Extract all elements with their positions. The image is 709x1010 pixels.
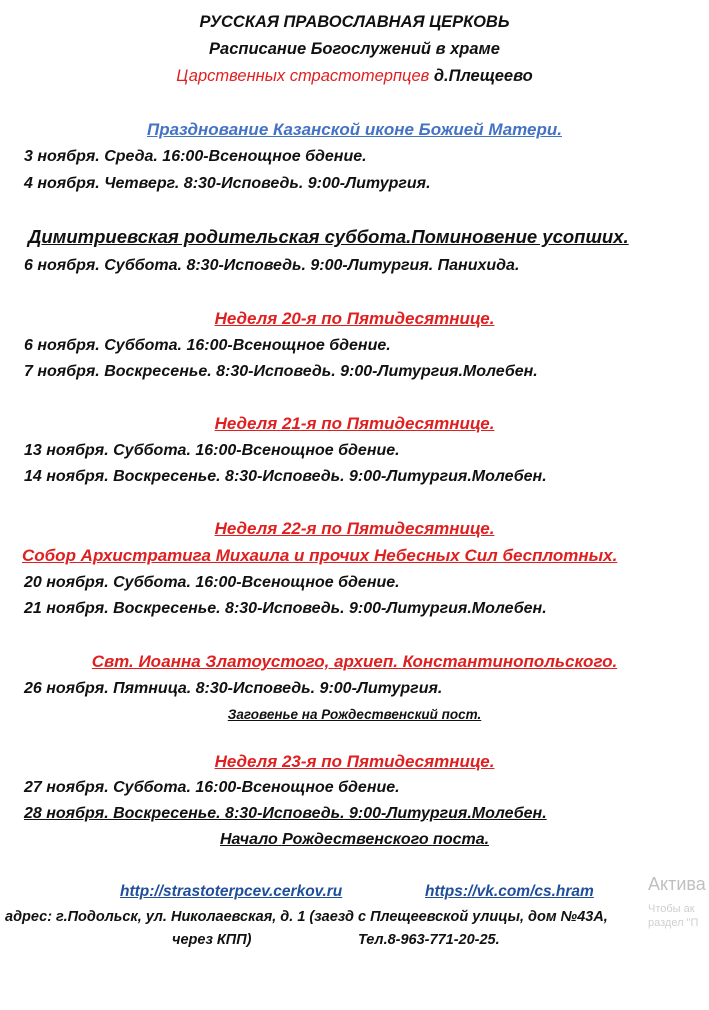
section-4-line-1: 13 ноября. Суббота. 16:00-Всенощное бдение.	[24, 442, 400, 459]
website-link[interactable]: http://strastoterpcev.cerkov.ru	[120, 883, 343, 900]
section-1-line-2: 4 ноября. Четверг. 8:30-Исповедь. 9:00-Литургия.	[24, 175, 431, 192]
section-6-line-1: 26 ноября. Пятница. 8:30-Исповедь. 9:00-Литургия.	[24, 680, 443, 697]
section-7-note: Начало Рождественского поста.	[219, 831, 490, 848]
header-line-3	[0, 66, 709, 86]
section-5-subtitle: Собор Архистратига Михаила и прочих Небесных Сил бесплотных.	[22, 546, 618, 565]
section-5-title: Неделя 22-я по Пятидесятнице.	[214, 519, 495, 538]
phone-number: Тел.8-963-771-20-25.	[358, 932, 500, 948]
section-5-line-2: 21 ноября. Воскресенье. 8:30-Исповедь. 9:00-Литургия.Молебен.	[24, 600, 547, 617]
activation-watermark-title: Актива	[648, 874, 706, 894]
header-line-1: РУССКАЯ ПРАВОСЛАВНАЯ ЦЕРКОВЬ	[199, 13, 510, 31]
section-5-line-1: 20 ноября. Суббота. 16:00-Всенощное бдение.	[24, 574, 400, 591]
village-name: д.Плещеево	[429, 67, 533, 85]
section-1-line-1: 3 ноября. Среда. 16:00-Всенощное бдение.	[24, 148, 367, 165]
section-7-title: Неделя 23-я по Пятидесятнице.	[214, 752, 495, 771]
section-3-line-1: 6 ноября. Суббота. 16:00-Всенощное бдение.	[24, 337, 391, 354]
section-3-title: Неделя 20-я по Пятидесятнице.	[214, 309, 495, 328]
section-2-line-1: 6 ноября. Суббота. 8:30-Исповедь. 9:00-Литургия. Панихида.	[24, 257, 520, 274]
section-4-title: Неделя 21-я по Пятидесятнице.	[214, 414, 495, 433]
header-line-2: Расписание Богослужений в храме	[209, 40, 500, 58]
address-line: адрес: г.Подольск, ул. Николаевская, д. 1 (заезд с Плещеевской улицы, дом №43А,	[5, 909, 608, 925]
activation-watermark-text	[648, 902, 698, 930]
activation-watermark-line-1: Чтобы ак	[648, 903, 695, 915]
section-6-title: Свт. Иоанна Златоустого, архиеп. Константинопольского.	[91, 652, 618, 671]
vk-link[interactable]: https://vk.com/cs.hram	[425, 883, 594, 900]
activation-watermark-line-2: раздел "П	[648, 917, 699, 929]
section-4-line-2: 14 ноября. Воскресенье. 8:30-Исповедь. 9:00-Литургия.Молебен.	[24, 468, 547, 485]
section-6-note: Заговенье на Рождественский пост.	[227, 707, 482, 722]
church-name: Царственных страстотерпцев	[176, 67, 430, 85]
section-3-line-2: 7 ноября. Воскресенье. 8:30-Исповедь. 9:00-Литургия.Молебен.	[24, 363, 538, 380]
section-2-title: Димитриевская родительская суббота.Поминовение усопших.	[28, 226, 629, 247]
section-7-line-1: 27 ноября. Суббота. 16:00-Всенощное бдение.	[24, 779, 400, 796]
section-1-title: Празднование Казанской иконе Божией Матери.	[146, 120, 563, 139]
section-7-line-2: 28 ноября. Воскресенье. 8:30-Исповедь. 9:00-Литургия.Молебен.	[24, 805, 547, 822]
address-line-2: через КПП)	[172, 932, 252, 948]
